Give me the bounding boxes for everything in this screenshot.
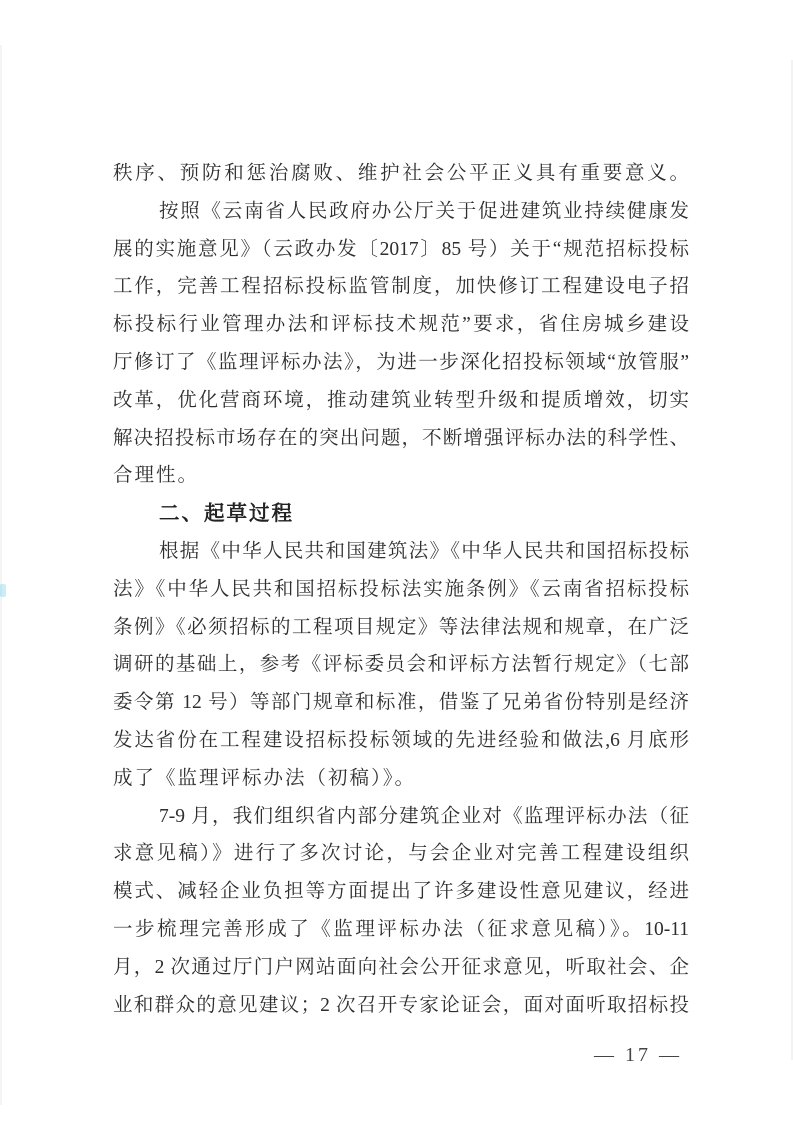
text-line: 厅修订了《监理评标办法》，为进一步深化招投标领域“放管服”: [113, 351, 689, 373]
text-line: 模式、减轻企业负担等方面提出了许多建设性意见建议，经进: [113, 881, 689, 903]
text-line: 按照《云南省人民政府办公厅关于促进建筑业持续健康发: [159, 200, 689, 222]
page-number: — 17 —: [594, 1044, 682, 1066]
text-line: 合理性。: [113, 465, 200, 487]
section-heading: 二、起草过程: [159, 502, 294, 526]
scan-speck-artifact: [0, 584, 6, 597]
text-line: 秩序、预防和惩治腐败、维护社会公平正义具有重要意义。: [113, 163, 689, 184]
text-line: 调研的基础上，参考《评标委员会和评标方法暂行规定》（七部: [113, 654, 689, 676]
text-line: 委令第 12 号）等部门规章和标准，借鉴了兄弟省份特别是经济: [113, 692, 689, 714]
text-line: 求意见稿）》进行了多次讨论，与会企业对完善工程建设组织: [113, 843, 689, 865]
text-line: 解决招投标市场存在的突出问题，不断增强评标办法的科学性、: [113, 427, 689, 449]
scan-edge-artifact-left: [0, 45, 2, 1105]
text-line: 月，2 次通过厅门户网站面向社会公开征求意见，听取社会、企: [113, 956, 689, 978]
text-line: 改革，优化营商环境，推动建筑业转型升级和提质增效，切实: [113, 389, 689, 411]
text-line: 法》《中华人民共和国招标投标法实施条例》《云南省招标投标: [113, 578, 689, 600]
text-line: 一步梳理完善形成了《监理评标办法（征求意见稿）》。10-11: [113, 918, 689, 940]
text-line: 根据《中华人民共和国建筑法》《中华人民共和国招标投标: [159, 540, 689, 562]
text-line: 标投标行业管理办法和评标技术规范”要求，省住房城乡建设: [113, 314, 689, 336]
text-line: 7-9 月，我们组织省内部分建筑企业对《监理评标办法（征: [159, 805, 689, 827]
text-line: 发达省份在工程建设招标投标领域的先进经验和做法,6 月底形: [113, 729, 689, 751]
text-line: 业和群众的意见建议；2 次召开专家论证会，面对面听取招标投: [113, 994, 689, 1016]
text-line: 工作，完善工程招标投标监管制度，加快修订工程建设电子招: [113, 276, 689, 298]
text-line: 成了《监理评标办法（初稿）》。: [113, 767, 417, 789]
text-line: 条例》《必须招标的工程项目规定》等法律法规和规章，在广泛: [113, 616, 689, 638]
text-line: 展的实施意见》（云政办发〔2017〕85 号）关于“规范招标投标: [113, 238, 689, 260]
document-body: [113, 155, 689, 1024]
